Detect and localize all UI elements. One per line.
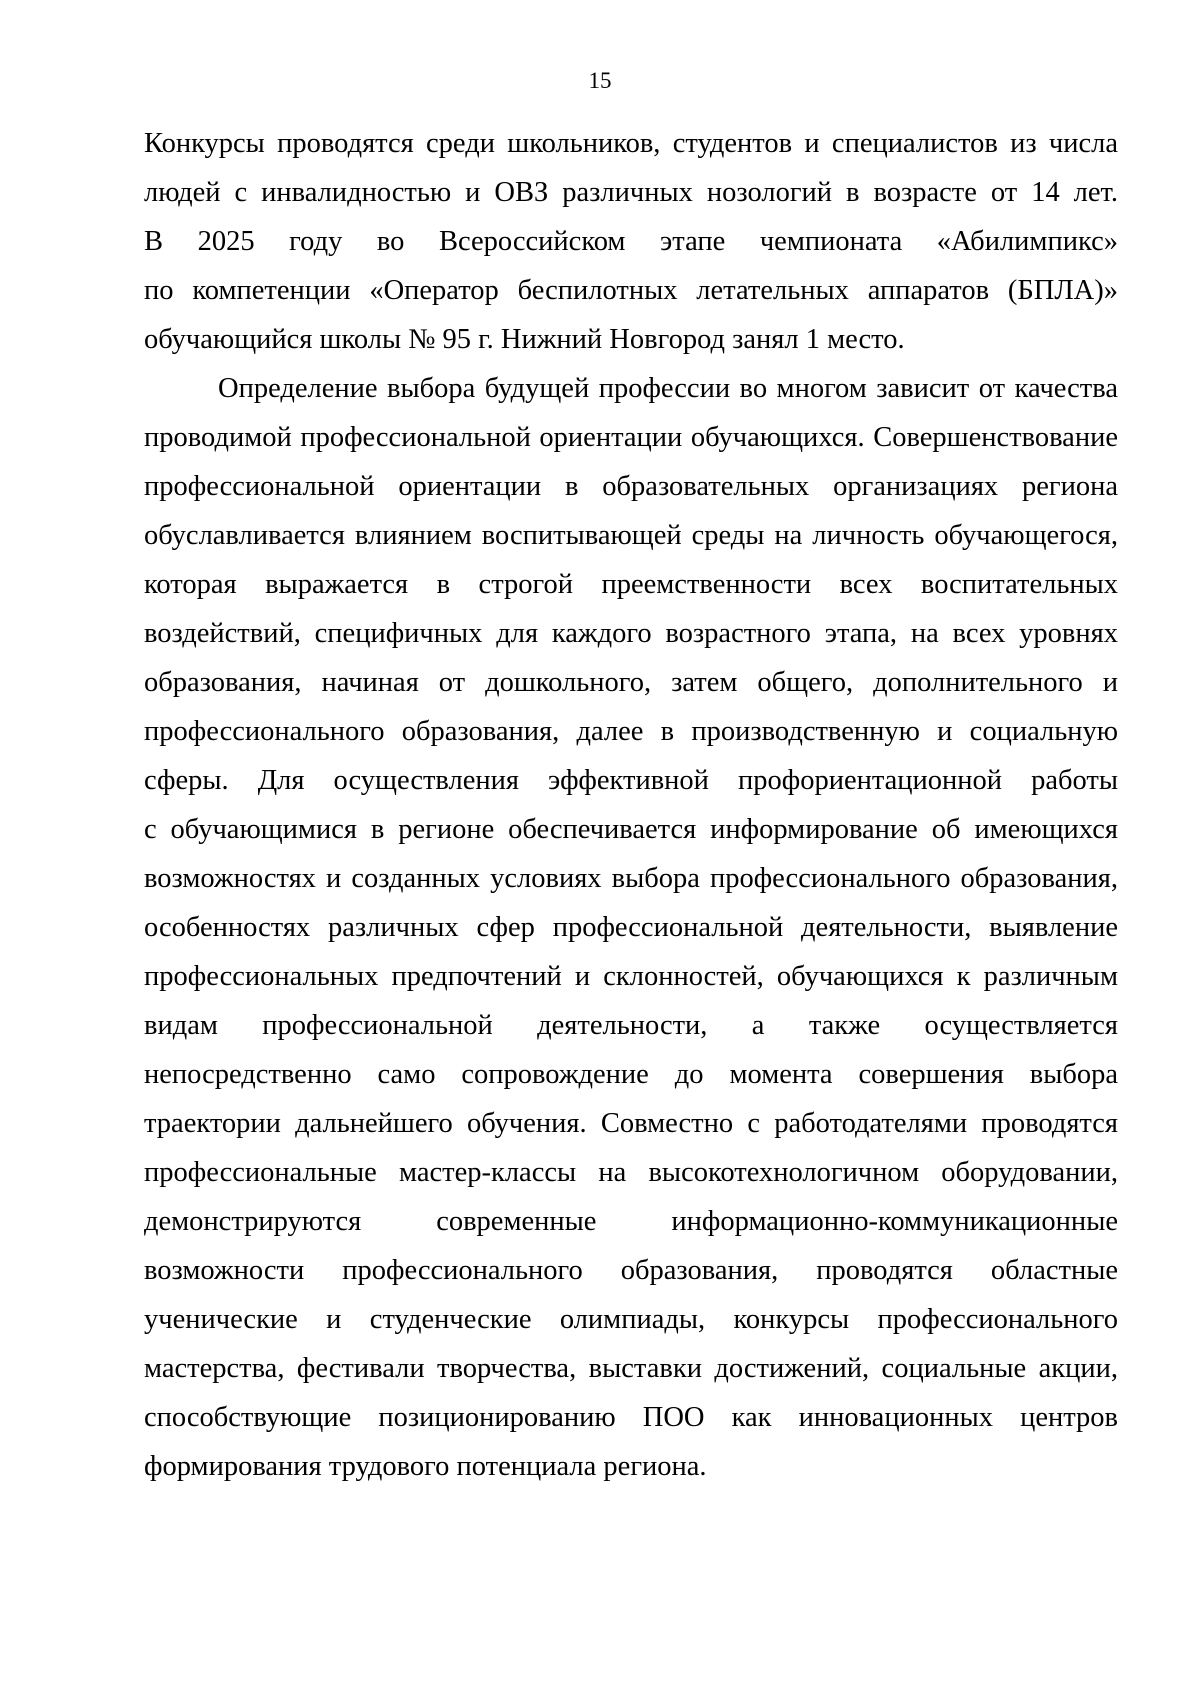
text-line: возможности профессионального образования, проводятся областные: [144, 1255, 1118, 1286]
text-line: формирования трудового потенциала региона.: [144, 1451, 707, 1482]
paragraph-2: [144, 369, 1118, 1496]
text-line: профессиональной ориентации в образовательных организациях региона: [144, 471, 1118, 502]
text-line: обуславливается влиянием воспитывающей среды на личность обучающегося,: [144, 520, 1118, 551]
text-line: с обучающимися в регионе обеспечивается информирование об имеющихся: [144, 814, 1118, 845]
text-line: профессиональных предпочтений и склонностей, обучающихся к различным: [144, 961, 1118, 992]
text-line: особенностях различных сфер профессиональной деятельности, выявление: [144, 912, 1118, 943]
text-line: демонстрируются современные информационно-коммуникационные: [144, 1206, 1118, 1237]
text-line: сферы. Для осуществления эффективной профориентационной работы: [144, 765, 1118, 796]
paragraph-1: [144, 124, 1118, 369]
text-line: непосредственно само сопровождение до момента совершения выбора: [144, 1059, 1118, 1090]
text-line: по компетенции «Оператор беспилотных летательных аппаратов (БПЛА)»: [144, 275, 1118, 306]
body-text: [144, 124, 1118, 1496]
text-line: людей с инвалидностью и ОВЗ различных нозологий в возрасте от 14 лет.: [144, 177, 1118, 208]
page-number: 15: [588, 68, 612, 93]
text-line: Определение выбора будущей профессии во многом зависит от качества: [218, 373, 1118, 404]
text-line: Конкурсы проводятся среди школьников, студентов и специалистов из числа: [144, 128, 1118, 159]
text-line: видам профессиональной деятельности, а также осуществляется: [144, 1010, 1118, 1041]
text-line: траектории дальнейшего обучения. Совместно с работодателями проводятся: [144, 1108, 1118, 1139]
text-line: воздействий, специфичных для каждого возрастного этапа, на всех уровнях: [144, 618, 1118, 649]
text-line: способствующие позиционированию ПОО как инновационных центров: [144, 1402, 1118, 1433]
text-line: образования, начиная от дошкольного, затем общего, дополнительного и: [144, 667, 1118, 698]
text-line: мастерства, фестивали творчества, выставки достижений, социальные акции,: [144, 1353, 1118, 1384]
text-line: обучающийся школы № 95 г. Нижний Новгород занял 1 место.: [144, 324, 905, 355]
text-line: В 2025 году во Всероссийском этапе чемпионата «Абилимпикс»: [144, 226, 1118, 257]
text-line: профессиональные мастер-классы на высокотехнологичном оборудовании,: [144, 1157, 1118, 1188]
text-line: ученические и студенческие олимпиады, конкурсы профессионального: [144, 1304, 1118, 1335]
text-line: возможностях и созданных условиях выбора профессионального образования,: [144, 863, 1118, 894]
text-line: профессионального образования, далее в производственную и социальную: [144, 716, 1118, 747]
text-line: которая выражается в строгой преемственности всех воспитательных: [144, 569, 1118, 600]
text-line: проводимой профессиональной ориентации обучающихся. Совершенствование: [144, 422, 1118, 453]
